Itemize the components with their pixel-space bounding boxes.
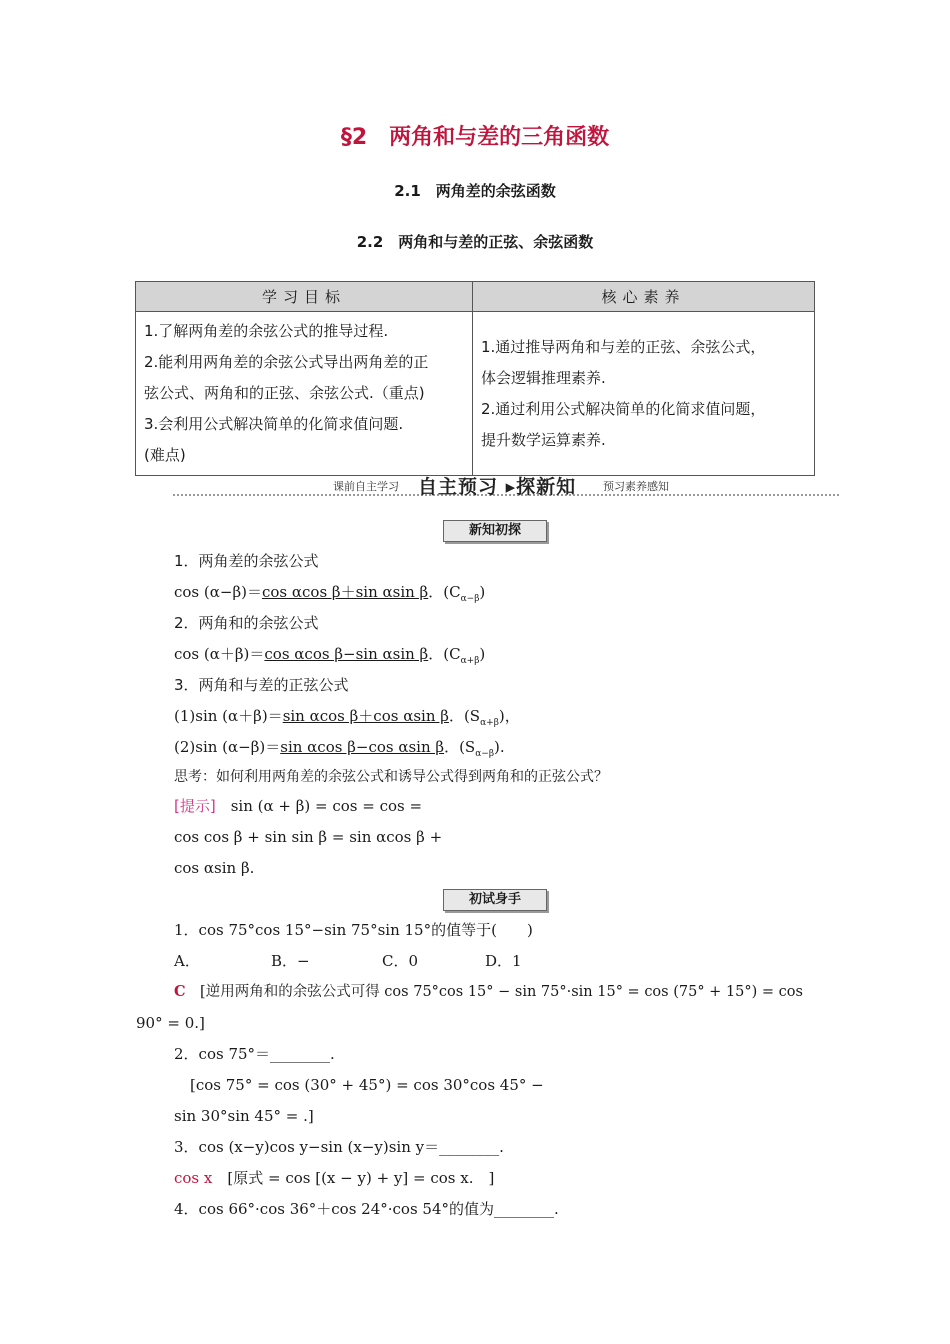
tag-new-knowledge: 新知初探: [443, 520, 547, 542]
answer-1: C [逆用两角和的余弦公式可得 cos 75°cos 15° − sin 75°·sin 15° = cos (75° + 15°) = cos: [174, 983, 803, 1000]
literacy-line: 提升数学运算素养.: [481, 430, 606, 449]
sec1-title: 1．两角差的余弦公式: [174, 552, 319, 570]
table-cell-goals: [136, 312, 473, 476]
answer-3: cos x [原式 = cos [(x − y) + y] = cos x. ]: [174, 1169, 495, 1187]
goal-line: 弦公式、两角和的正弦、余弦公式.（重点): [144, 384, 425, 402]
sec3-formula-2: (2)sin (α−β)＝sin αcos β−cos αsin β．$(S_{\alpha-\beta})$.: [174, 738, 505, 759]
page-title: §2 两角和与差的三角函数: [340, 125, 610, 150]
sec3-title: 3．两角和与差的正弦公式: [174, 676, 349, 694]
answer-1-cont: 90° = 0.]: [136, 1014, 205, 1032]
subtitle-2-2: 2.2 两角和与差的正弦、余弦函数: [356, 233, 594, 251]
option-c: C．0: [382, 952, 419, 970]
question-4: 4．cos 66°·cos 36°＋cos 24°·cos 54°的值为________.: [174, 1200, 559, 1218]
option-d: D．1: [485, 952, 522, 970]
option-b: B．−: [271, 952, 310, 970]
option-a: A．: [174, 952, 200, 970]
banner-title: 自主预习 ▸探新知: [418, 476, 577, 498]
literacy-line: 2.通过利用公式解决简单的化简求值问题，: [481, 399, 766, 418]
literacy-line: 1.通过推导两角和与差的正弦、余弦公式，: [481, 337, 766, 356]
hint-line-3: cos αsin β.: [174, 859, 255, 877]
hint-line-2: cos cos β + sin sin β = sin αcos β +: [174, 828, 443, 846]
sec3-formula-1: (1)sin (α＋β)＝sin αcos β＋cos αsin β．$(S_{\alpha+\beta})$，: [174, 707, 520, 728]
sec2-formula: cos (α＋β)＝cos αcos β−sin αsin β．$(C_{\alpha+\beta})$: [174, 645, 486, 666]
think-question: 思考：如何利用两角差的余弦公式和诱导公式得到两角和的正弦公式？: [174, 769, 608, 785]
subtitle-2-1: 2.1 两角差的余弦函数: [394, 182, 556, 200]
table-head-goals: 学习目标: [136, 282, 473, 312]
sec2-title: 2．两角和的余弦公式: [174, 614, 319, 632]
goal-line: 3.会利用公式解决简单的化简求值问题.: [144, 415, 404, 433]
section-banner: [173, 472, 839, 500]
question-1: 1．cos 75°cos 15°−sin 75°sin 15°的值等于( ): [174, 921, 533, 939]
goal-line: 1.了解两角差的余弦公式的推导过程.: [144, 322, 389, 340]
sec1-formula: cos (α−β)＝cos αcos β＋sin αsin β．$(C_{\alpha-\beta})$: [174, 583, 486, 604]
table-cell-literacy: [473, 312, 815, 476]
banner-right-text: 预习素养感知: [603, 480, 669, 493]
hint-line-1: [提示] sin (α + β) = cos = cos =: [174, 797, 423, 815]
goal-line: 2.能利用两角差的余弦公式导出两角差的正: [144, 353, 429, 371]
table-head-literacy: 核心素养: [473, 282, 815, 312]
tag-try: 初试身手: [443, 889, 547, 911]
answer-2: [cos 75° = cos (30° + 45°) = cos 30°cos 45° −: [190, 1076, 544, 1094]
banner-left-text: 课前自主学习: [333, 480, 399, 493]
question-2: 2．cos 75°＝________.: [174, 1045, 335, 1063]
answer-2-cont: sin 30°sin 45° = .]: [174, 1107, 314, 1125]
goal-line: (难点): [144, 446, 186, 464]
literacy-line: 体会逻辑推理素养.: [481, 368, 606, 387]
goals-table: [135, 281, 815, 476]
question-3: 3．cos (x−y)cos y−sin (x−y)sin y＝________.: [174, 1138, 504, 1156]
